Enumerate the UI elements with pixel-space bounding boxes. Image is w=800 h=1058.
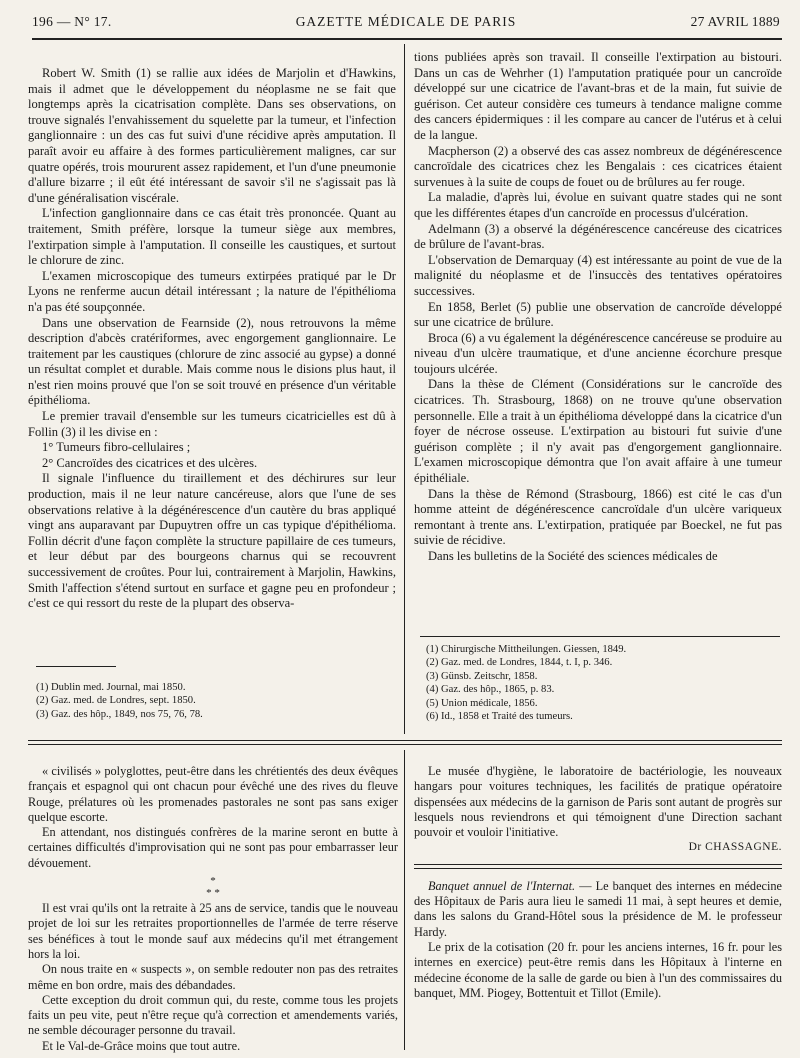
paragraph: Robert W. Smith (1) se rallie aux idées de Marjolin et d'Hawkins, mais il admet que le développement du néoplasme ne se fait que longtemps après la cicatrisation complète. Dans ses observations, on trouve signalés l'envahissement du squelette par la tumeur, et l'infection ganglionnaire : un des cas fut suivi d'une récidive après amputation. Il paraît avoir eu affaire à des formes particulièrement malignes, car sur quatre opérés, trois moururent assez rapidement, et l'un d'une pneumonie d'allure bizarre ; il eût été intéressant de savoir s'il ne s'agissait pas là d'une généralisation viscérale. bbox=[28, 66, 396, 205]
paragraph: tions publiées après son travail. Il conseille l'extirpation au bistouri. Dans un cas de Wehrher (1) l'amputation pratiquée pour un cancroïde développé sur une cicatrice de l'avant-bras et de la main, fut suivie de guérison. Cet auteur considère ces tumeurs à tendance maligne comme des cancers épidermiques : il les compare au cancer de l'utérus et à celui de la langue. bbox=[414, 50, 782, 142]
feuilleton-column-right bbox=[414, 764, 782, 1054]
footnote: (3) Gaz. des hôp., 1849, nos 75, 76, 78. bbox=[36, 708, 203, 720]
article-column-left bbox=[28, 66, 396, 660]
paragraph: Dans la thèse de Clément (Considérations sur le cancroïde des cicatrices. Th. Strasbourg, 1868) on ne trouve qu'une observation personnelle. Elle a trait à un épithélioma développé dans la cicatrice d'un foyer de nécrose osseuse. L'extirpation au bistouri fut suivie d'une guérison complète ; il n'y avait pas d'engorgement ganglionnaire. L'examen microscopique démontra que l'on avait affaire à une tumeur épithéliale. bbox=[414, 377, 782, 486]
footnotes-right bbox=[426, 643, 782, 727]
page-number: 196 — N° 17. bbox=[32, 14, 112, 29]
article-column-right bbox=[414, 50, 782, 630]
paragraph: L'infection ganglionnaire dans ce cas était très prononcée. Quant au traitement, Smith préfère, lorsque la tumeur siège aux membres, l'extirpation simple à l'amputation. Il conseille les caustiques, et surtout le chlorure de zinc. bbox=[28, 206, 396, 268]
paragraph: Et le Val-de-Grâce moins que tout autre. bbox=[42, 1038, 241, 1053]
signature-rule bbox=[414, 864, 782, 865]
list-item: 1° Tumeurs fibro-cellulaires ; bbox=[42, 440, 191, 455]
paragraph: Il est vrai qu'ils ont la retraite à 25 ans de service, tandis que le nouveau projet de loi sur les retraites proportionnelles de l'armée de terre réserve ses bénéfices à tout le monde sauf aux médecins qu'il met étrangement hors la loi. bbox=[28, 901, 398, 961]
paragraph: Cette exception du droit commun qui, du reste, comme tous les projets faits un peu vite, peut n'être reçue qu'à correction et amendements variés, ne semble décourager personne du travail. bbox=[28, 992, 398, 1038]
issue-date: 27 AVRIL 1889 bbox=[690, 14, 780, 29]
footnote: (2) Gaz. med. de Londres, 1844, t. I, p. 346. bbox=[426, 657, 613, 669]
footnote-rule-left bbox=[36, 666, 116, 667]
paragraph bbox=[414, 879, 782, 940]
paragraph: On nous traite en « suspects », on semble redouter non pas des retraites même en bon ordre, mais des débandades. bbox=[28, 962, 398, 992]
list-item: 2° Cancroïdes des cicatrices et des ulcères. bbox=[42, 455, 258, 470]
paragraph: Adelmann (3) a observé la dégénérescence cancéreuse des cicatrices de brûlure de l'avant-bras. bbox=[414, 221, 782, 252]
banquet-title: Banquet annuel de l'Internat. bbox=[428, 878, 576, 893]
footnote: (1) Dublin med. Journal, mai 1850. bbox=[36, 682, 186, 693]
paragraph: La maladie, d'après lui, évolue en suivant quatre stades qui ne sont que les différentes étapes d'un cancroïde en processus d'ulcération. bbox=[414, 190, 782, 220]
paragraph: « civilisés » polyglottes, peut-être dans les chrétientés des deux évêques français et espagnol qui ont chacun pour évêché une des rives du fleuve Rouge, prélatures où les promenades pastorales ne sont pas sans exiger quelque escorte. bbox=[28, 764, 398, 824]
footnote: (5) Union médicale, 1856. bbox=[426, 697, 538, 709]
paragraph: En 1858, Berlet (5) publie une observation de cancroïde développé sur une cicatrice de brûlure. bbox=[414, 299, 782, 330]
footnote: (4) Gaz. des hôp., 1865, p. 83. bbox=[426, 684, 555, 696]
footnote: (1) Chirurgische Mittheilungen. Giessen, 1849. bbox=[426, 644, 627, 655]
signature-rule-2 bbox=[414, 868, 782, 869]
paragraph: Broca (6) a vu également la dégénérescence cancéreuse se produire au niveau d'un ulcère traumatique, et d'une ancienne écorchure presque toujours ulcérée. bbox=[414, 330, 782, 376]
paragraph: Le prix de la cotisation (20 fr. pour les anciens internes, 16 fr. pour les internes en exercice) peut-être remis dans les Hôpitaux à l'interne en médecine économe de la salle de garde ou bien à l'un des commissaires du banquet, MM. Piogey, Bottentuit et Tillot (Emile). bbox=[414, 939, 782, 1000]
paragraph: En attendant, nos distingués confrères de la marine seront en butte à certaines difficultés d'improvisation qui ne sont pas pour embarrasser leur dévouement. bbox=[28, 825, 398, 870]
paragraph: Macpherson (2) a observé des cas assez nombreux de dégénérescence cancroïdale des cicatrices chez les Bengalais : ces cicatrices étaient survenues à la suite de coups de fouet ou de brûlures au fer rouge. bbox=[414, 143, 782, 189]
top-column-divider bbox=[404, 44, 405, 734]
bottom-column-divider bbox=[404, 750, 405, 1050]
banquet-text: — Le banquet des internes en médecine des Hôpitaux de Paris aura lieu le samedi 11 mai, à sept heures et demie, dans les salons du Grand-Hôtel sous la présidence de M. le professeur Hardy. bbox=[414, 878, 782, 939]
paragraph: L'observation de Demarquay (4) est intéressante au point de vue de la malignité du néoplasme et de l'insuccès des tentatives opératoires successives. bbox=[414, 252, 782, 298]
paragraph: Dans la thèse de Rémond (Strasbourg, 1866) est cité le cas d'un homme atteint de dégénérescence cancroïdale d'un ulcère variqueux remontant à trente ans. L'extirpation, pratiquée par Boeckel, ne fut pas suivie de récidive. bbox=[414, 486, 782, 548]
section-rule-top bbox=[28, 740, 782, 741]
footnote: (2) Gaz. med. de Londres, sept. 1850. bbox=[36, 695, 196, 707]
feuilleton-column-left bbox=[28, 764, 398, 1054]
paragraph: Le premier travail d'ensemble sur les tumeurs cicatricielles est dû à Follin (3) il les divise en : bbox=[28, 409, 396, 439]
page-header bbox=[32, 14, 780, 34]
footnote-rule-right bbox=[420, 636, 780, 637]
paragraph: L'examen microscopique des tumeurs extirpées pratiqué par le Dr Lyons ne renferme aucun détail intéressant ; la nature de l'épithélioma n'a pas été soupçonnée. bbox=[28, 268, 396, 314]
header-rule bbox=[32, 38, 782, 40]
asterism: * * * bbox=[206, 875, 220, 900]
journal-title: GAZETTE MÉDICALE DE PARIS bbox=[295, 14, 517, 29]
paragraph: Dans les bulletins de la Société des sciences médicales de bbox=[428, 549, 718, 563]
paragraph: Dans une observation de Fearnside (2), nous retrouvons la même description d'abcès cratériformes, avec engorgement ganglionnaire. Le traitement par les caustiques (chlorure de zinc associé au gypse) a donné un résultat complet et durable. Mais comme nous le disions plus haut, il n'est rien moins prouvé que l'on se soit trouvé en présence d'un véritable épithélioma. bbox=[28, 315, 396, 408]
footnotes-left bbox=[36, 681, 396, 729]
section-rule-bottom bbox=[28, 744, 782, 745]
author-signature: Dr CHASSAGNE. bbox=[688, 841, 782, 854]
footnote: (6) Id., 1858 et Traité des tumeurs. bbox=[426, 711, 573, 723]
paragraph: Il signale l'influence du tiraillement et des déchirures sur leur production, mais il ne leur nature cancéreuse, alors que l'une de ses observations relative à la dégénérescence d'un cautère du bras appliqué vingt ans auparavant par Dupuytren offre un cas typique d'épithélioma. Follin décrit d'une façon complète la structure papillaire de ces tumeurs, et leur début par des bourgeons charnus qui se recouvrent successivement de croûtes. Pour lui, contrairement à Marjolin, Hawkins, Smith l'affection s'étend surtout en surface et gagne peu en profondeur ; c'est ce qui ressort du reste de la plupart des observa- bbox=[28, 471, 396, 611]
paragraph: Le musée d'hygiène, le laboratoire de bactériologie, les nouveaux hangars pour voitures techniques, les facilités de pratique opératoire dispensées aux médecins de la garnison de Paris sont autant de progrès sur lesquels nous reviendrons et qui témoignent d'une Direction sachant pouvoir et vouloir l'initiative. bbox=[414, 764, 782, 840]
footnote: (3) Günsb. Zeitschr, 1858. bbox=[426, 670, 538, 682]
